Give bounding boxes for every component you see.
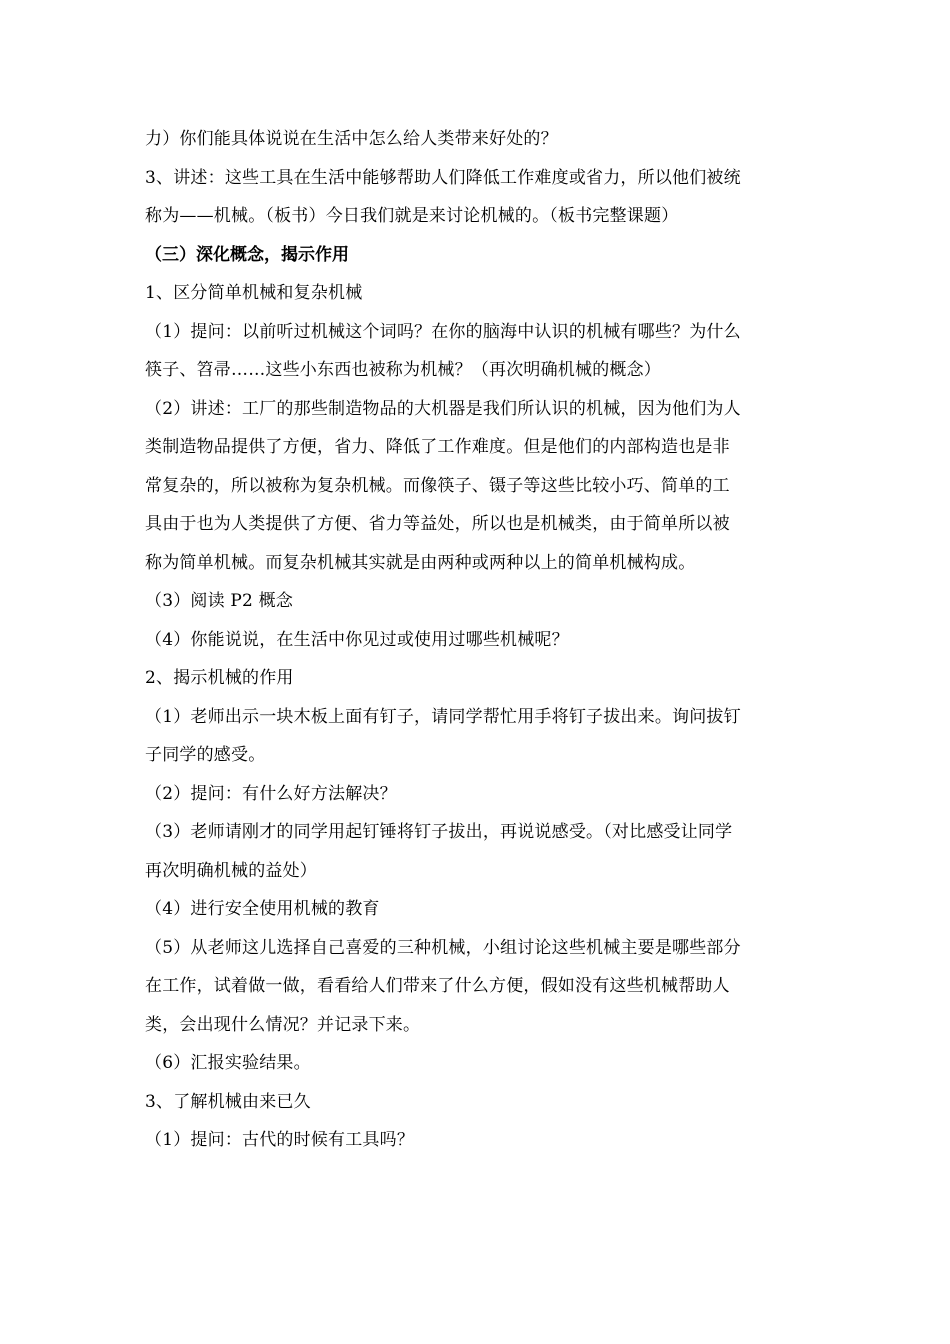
- text-line: 在工作，试着做一做，看看给人们带来了什么方便，假如没有这些机械帮助人: [145, 976, 730, 996]
- text-line: （3）阅读 P2 概念: [145, 591, 294, 611]
- text-line: （1）老师出示一块木板上面有钉子，请同学帮忙用手将钉子拔出来。询问拔钉: [145, 706, 741, 727]
- text-line: 具由于也为人类提供了方便、省力等益处，所以也是机械类，由于简单所以被: [145, 514, 730, 534]
- text-line: 类，会出现什么情况？并记录下来。: [145, 1014, 421, 1035]
- text-line: （5）从老师这儿选择自己喜爱的三种机械，小组讨论这些机械主要是哪些部分: [145, 937, 741, 958]
- text-line: （1）提问：以前听过机械这个词吗？在你的脑海中认识的机械有哪些？为什么: [145, 321, 741, 342]
- text-line: （4）进行安全使用机械的教育: [145, 899, 380, 919]
- section-heading: （三）深化概念，揭示作用: [145, 244, 349, 265]
- text-line: 3、讲述：这些工具在生活中能够帮助人们降低工作难度或省力，所以他们被统: [145, 167, 741, 188]
- text-line: 筷子、笤帚……这些小东西也被称为机械？（再次明确机械的概念）: [145, 360, 661, 380]
- subsection-title: 1、区分简单机械和复杂机械: [145, 283, 363, 303]
- text-line: 常复杂的，所以被称为复杂机械。而像筷子、镊子等这些比较小巧、简单的工: [145, 475, 730, 496]
- document-page: [145, 120, 810, 1160]
- text-line: （2）讲述：工厂的那些制造物品的大机器是我们所认识的机械，因为他们为人: [145, 398, 741, 419]
- subsection-title: 2、揭示机械的作用: [145, 668, 294, 688]
- text-line: （2）提问：有什么好方法解决？: [145, 783, 397, 804]
- text-line: （3）老师请刚才的同学用起钉锤将钉子拔出，再说说感受。（对比感受让同学: [145, 822, 733, 842]
- text-line: 称为简单机械。而复杂机械其实就是由两种或两种以上的简单机械构成。: [145, 552, 696, 573]
- text-line: 子同学的感受。: [145, 745, 266, 765]
- text-line: 类制造物品提供了方便，省力、降低了工作难度。但是他们的内部构造也是非: [145, 437, 730, 457]
- subsection-title: 3、了解机械由来已久: [145, 1091, 311, 1112]
- text-line: 再次明确机械的益处）: [145, 860, 317, 881]
- text-line: （6）汇报实验结果。: [145, 1053, 311, 1073]
- text-line: （4）你能说说，在生活中你见过或使用过哪些机械呢？: [145, 629, 569, 650]
- text-line: 力）你们能具体说说在生活中怎么给人类带来好处的？: [145, 129, 558, 149]
- text-line: 称为——机械。（板书）今日我们就是来讨论机械的。（板书完整课题）: [145, 206, 679, 226]
- text-line: （1）提问：古代的时候有工具吗？: [145, 1130, 415, 1150]
